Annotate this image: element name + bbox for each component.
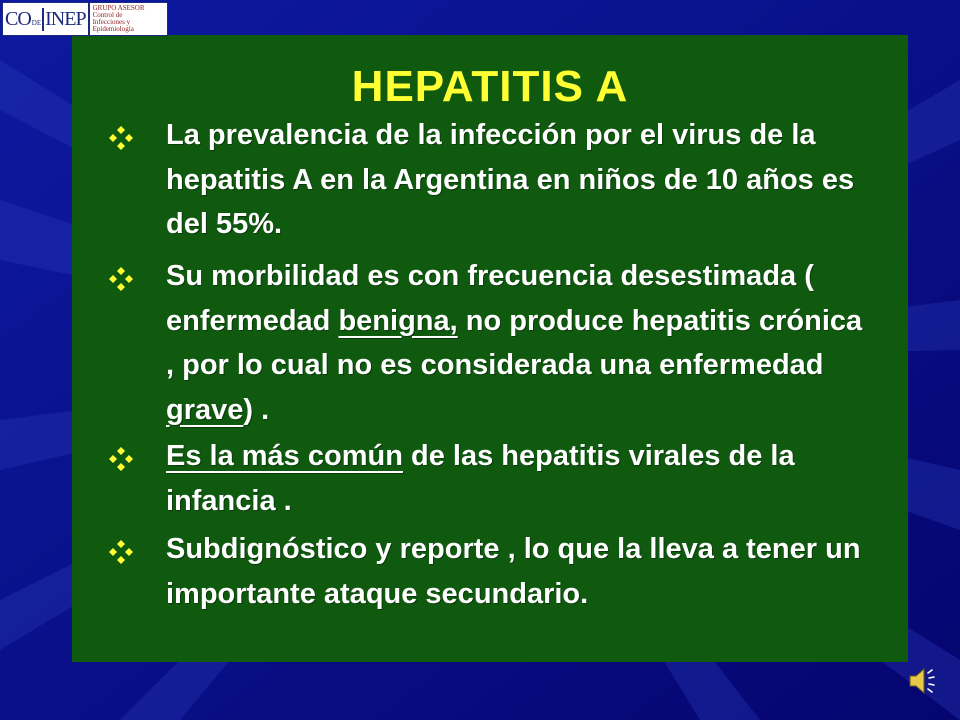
bullet-text-segment: de las hepatitis virales de la infancia .: [166, 440, 795, 517]
four-diamond-bullet-icon: [108, 446, 134, 472]
bullet-text-segment: Subdignóstico y reporte , lo que la lleva a tener un importante ataque secundario.: [166, 533, 861, 610]
bullet-text: [166, 113, 866, 247]
logo-mark-de: DE: [31, 19, 42, 27]
logo-org-name: [90, 3, 145, 35]
underlined-phrase-mas-comun: Es la más común: [166, 440, 403, 472]
bullet-text-segment: Su morbilidad es con frecuencia desestimada ( enfermedad: [166, 260, 814, 337]
four-diamond-bullet-icon: [108, 266, 134, 292]
slide-content-panel: [72, 35, 908, 662]
slide-title: HEPATITIS A: [351, 62, 629, 111]
speaker-icon[interactable]: [906, 664, 940, 698]
bullet-text-segment: no produce hepatitis crónica , por lo cual no es considerada una enfermedad: [166, 304, 863, 381]
logo-org-line: Epidemiología: [92, 25, 134, 33]
bullet-text: [166, 434, 866, 523]
underlined-word-grave: grave: [166, 393, 244, 426]
four-diamond-bullet-icon: [108, 539, 134, 565]
four-diamond-bullet-icon: [108, 125, 134, 151]
bullet-text-segment: La prevalencia de la infección por el virus de la hepatitis A en la Argentina en niños de 10 años es del 55%.: [166, 119, 855, 240]
logo-mark-co: CO: [5, 7, 31, 30]
bullet-text-segment: ) .: [243, 393, 270, 426]
bullet-text: [166, 254, 866, 432]
logo-org-line: GRUPO ASESOR: [92, 4, 145, 12]
bullet-text: [166, 527, 866, 616]
logo-org-line: Control de: [92, 11, 123, 19]
codeinep-logo: [2, 2, 168, 36]
underlined-word-benigna: benigna,: [338, 304, 458, 337]
logo-mark-inep: INEP: [42, 8, 85, 31]
logo-mark: [3, 3, 90, 35]
logo-org-line: Infecciones y: [92, 18, 131, 26]
